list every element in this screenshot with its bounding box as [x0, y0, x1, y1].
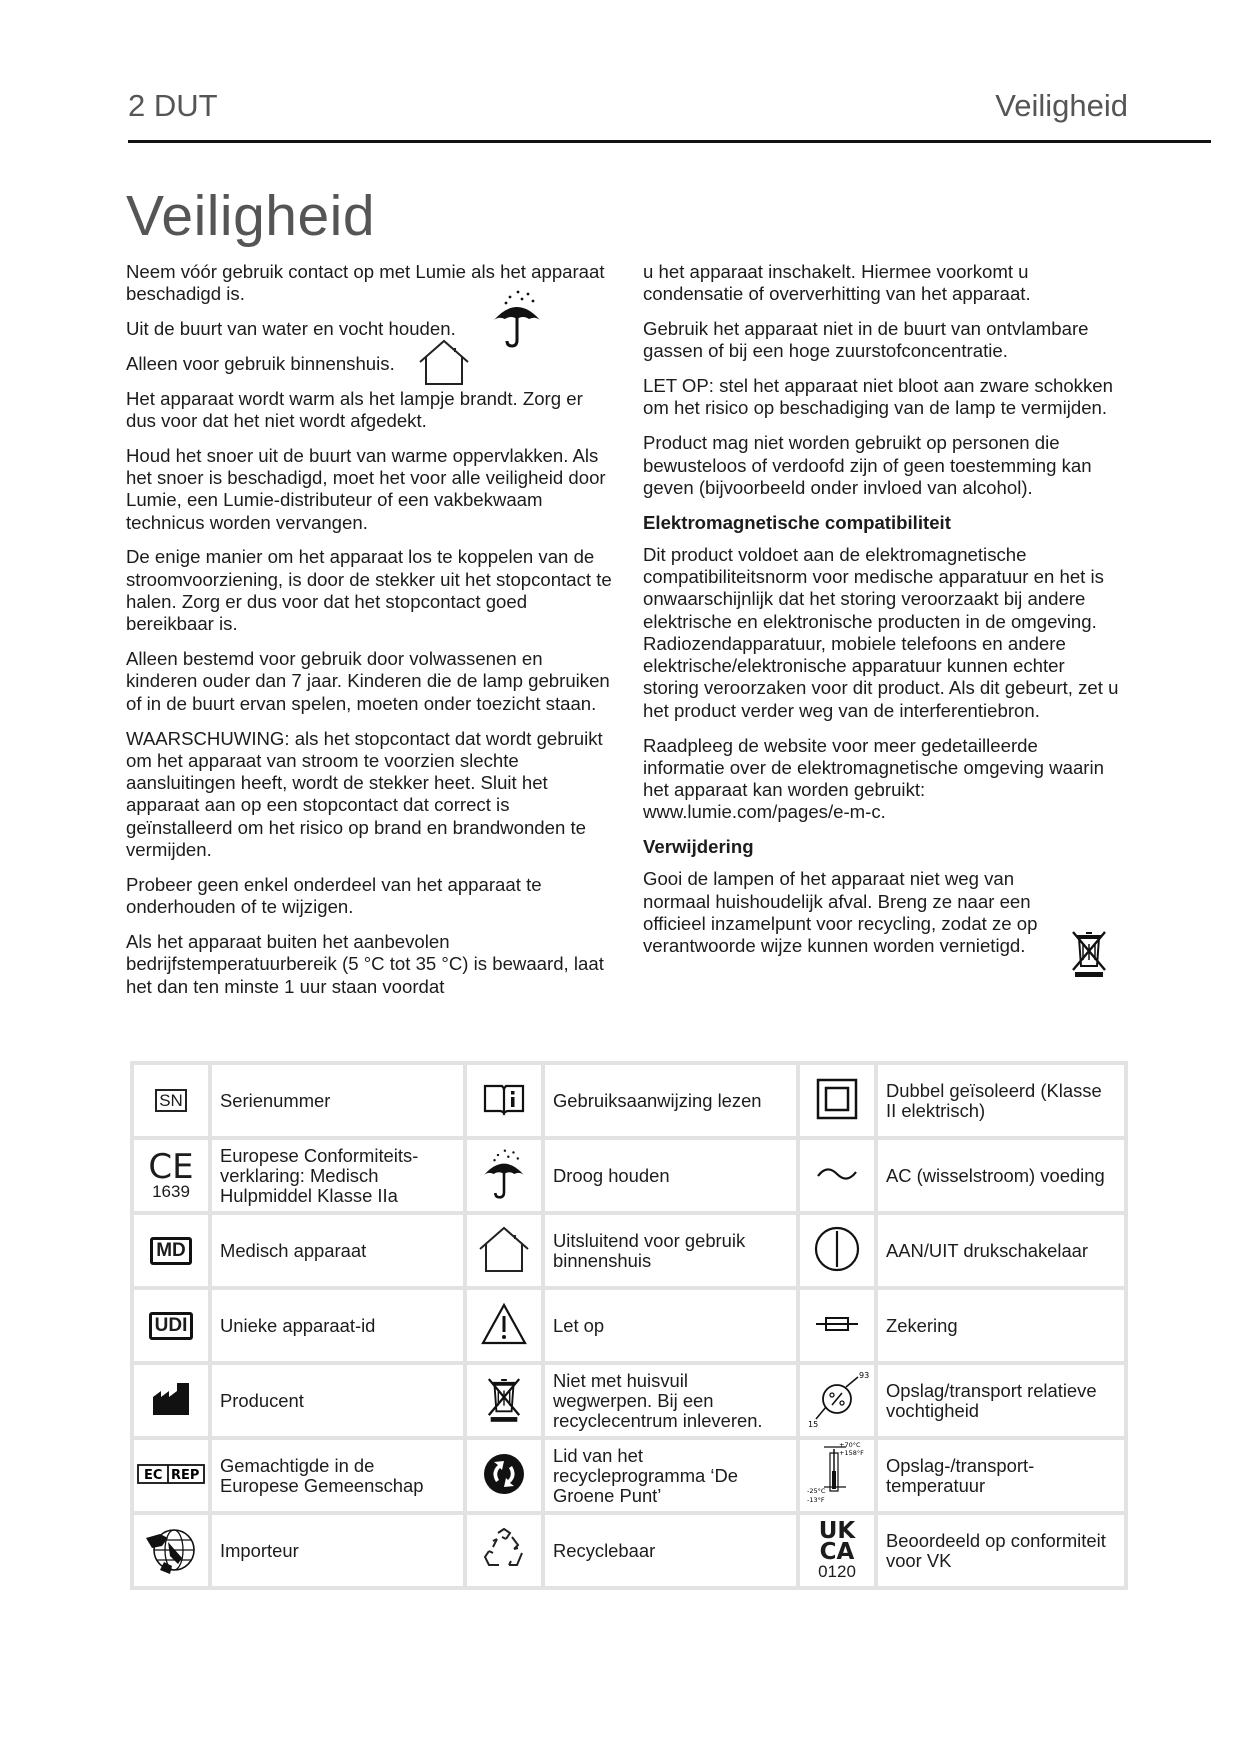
ce-mark-icon: CE [148, 1146, 194, 1187]
header-divider [128, 140, 1211, 143]
table-cell: Europese Conformiteits-verklaring: Medisch Hulpmiddel Klasse IIa [210, 1138, 465, 1213]
recyclable-icon [481, 1527, 527, 1571]
table-cell: Niet met huisvuil wegwerpen. Bij een recyclecentrum inleveren. [543, 1363, 798, 1438]
paragraph: Alleen voor gebruik binnenshuis. [126, 352, 395, 374]
manufacturer-icon [151, 1381, 191, 1417]
paragraph: Neem vóór gebruik contact op met Lumie als het apparaat beschadigd is. [126, 261, 605, 305]
table-row [132, 1288, 1126, 1363]
rep-label: REP [171, 1467, 200, 1483]
caution-icon [480, 1302, 528, 1346]
section-label: Veiligheid [995, 88, 1128, 123]
table-row [132, 1213, 1126, 1288]
table-cell: Gemachtigde in de Europese Gemeenschap [210, 1438, 465, 1513]
paragraph: WAARSCHUWING: als het stopcontact dat wordt gebruikt om het apparaat van stroom te voorzien slechte aansluitingen heeft, wordt de stekker heet. Sluit het apparaat aan op een stopcontact dat correct is geïnstalleerd om het risico op brand en brandwonden te vermijden. [126, 727, 603, 861]
table-cell: Medisch apparaat [210, 1213, 465, 1288]
table-row [132, 1138, 1126, 1213]
paragraph: Houd het snoer uit de buurt van warme oppervlakken. Als het snoer is beschadigd, moet het voor alle veiligheid door Lumie, een Lumie-distributeur of een vakbekwaam technicus worden vervangen. [126, 444, 606, 533]
ec-rep-icon [137, 1462, 205, 1486]
table-cell: Zekering [876, 1288, 1126, 1363]
table-cell: Lid van het recycleprogramma ‘De Groene Punt’ [543, 1438, 798, 1513]
table-row [132, 1063, 1126, 1138]
table-cell: Unieke apparaat-id [210, 1288, 465, 1363]
paragraph: LET OP: stel het apparaat niet bloot aan zware schokken om het risico op beschadiging van de lamp te vermijden. [643, 375, 1113, 419]
ukca-bottom: CA [819, 1538, 855, 1565]
table-cell: Opslag/transport relatieve vochtigheid [876, 1363, 1126, 1438]
table-cell: Let op [543, 1288, 798, 1363]
fuse-icon [814, 1315, 860, 1333]
green-dot-icon [482, 1452, 526, 1496]
page-title: Veiligheid [126, 184, 376, 248]
ukca-mark-icon [800, 1517, 874, 1565]
paragraph: Het apparaat wordt warm als het lampje brandt. Zorg er dus voor dat het niet wordt afgedekt. [126, 387, 583, 431]
humidity-min-label: 15 [808, 1419, 819, 1429]
table-cell: Opslag-/transport-temperatuur [876, 1438, 1126, 1513]
table-row [132, 1438, 1126, 1513]
table-row [132, 1363, 1126, 1438]
crossed-bin-icon [485, 1375, 523, 1423]
table-cell: Droog houden [543, 1138, 798, 1213]
humidity-icon [806, 1369, 868, 1429]
emc-heading: Elektromagnetische compatibiliteit [643, 511, 951, 533]
ukca-top: UK [818, 1517, 856, 1544]
udi-icon: UDI [149, 1312, 194, 1340]
house-icon [416, 338, 472, 386]
paragraph: Als het apparaat buiten het aanbevolen bedrijfstemperatuurbereik (5 °C tot 35 °C) is bewaard, laat het dan ten minste 1 uur staan voordat [126, 930, 604, 997]
temp-min-c: -25°C [807, 1486, 826, 1495]
table-cell: Gebruiksaanwijzing lezen [543, 1063, 798, 1138]
paragraph: Gebruik het apparaat niet in de buurt van ontvlambare gassen of bij een hoge zuurstofconcentratie. [643, 318, 1089, 362]
left-column [126, 261, 616, 1010]
paragraph: Uit de buurt van water en vocht houden. [126, 318, 456, 340]
paragraph: Dit product voldoet aan de elektromagnetische compatibiliteitsnorm voor medische apparatuur en het is onwaarschijnlijk dat het storing veroorzaakt bij andere elektrische en elektronische producten in de omgeving. Radiozendapparatuur, mobiele telefoons en andere elektrische/elektronische apparatuur kunnen echter storing veroorzaken voor dit product. Als dit gebeurt, zet u het product verder weg van de interferentiebron. [643, 543, 1119, 721]
crossed-bin-icon [1069, 928, 1109, 978]
medical-device-icon: MD [150, 1237, 192, 1265]
table-cell: Beoordeeld op conformiteit voor VK [876, 1513, 1126, 1588]
temperature-limit-icon [806, 1441, 868, 1507]
paragraph: Raadpleeg de website voor meer gedetailleerde informatie over de elektromagnetische omgeving waarin het apparaat kan worden gebruikt: www.lumie.com/pages/e-m-c. [643, 734, 1104, 823]
paragraph: u het apparaat inschakelt. Hiermee voorkomt u condensatie of oververhitting van het apparaat. [643, 261, 1031, 305]
power-switch-icon [813, 1225, 861, 1273]
ukca-number: 0120 [818, 1561, 856, 1581]
disposal-heading: Verwijdering [643, 836, 754, 858]
right-column [643, 261, 1123, 970]
humidity-max-label: 93 [859, 1370, 870, 1380]
paragraph: De enige manier om het apparaat los te koppelen van de stroomvoorziening, is door de stekker uit het stopcontact te halen. Zorg er dus voor dat het stopcontact goed bereikbaar is. [126, 546, 612, 635]
umbrella-icon [479, 1146, 529, 1202]
table-cell: Dubbel geïsoleerd (Klasse II elektrisch) [876, 1063, 1126, 1138]
table-cell: Producent [210, 1363, 465, 1438]
table-cell: Uitsluitend voor gebruik binnenshuis [543, 1213, 798, 1288]
table-cell: Serienummer [210, 1063, 465, 1138]
paragraph: Alleen bestemd voor gebruik door volwassenen en kinderen ouder dan 7 jaar. Kinderen die de lamp gebruiken of in de buurt ervan spelen, moeten onder toezicht staan. [126, 648, 610, 714]
page-label: 2 DUT [128, 88, 218, 123]
temp-min-f: -13°F [807, 1495, 825, 1504]
house-icon [476, 1224, 532, 1274]
umbrella-icon [488, 288, 546, 350]
paragraph: Product mag niet worden gebruikt op personen die bewusteloos of verdoofd zijn of geen toestemming kan geven (bijvoorbeeld onder invloed van alcohol). [643, 432, 1092, 498]
paragraph: Gooi de lampen of het apparaat niet weg van normaal huishoudelijk afval. Breng ze naar een officieel inzamelpunt voor recycling, zodat ze op verantwoorde wijze kunnen worden vernietigd. [643, 868, 1038, 957]
serial-number-icon: SN [155, 1089, 187, 1112]
importer-icon [142, 1520, 200, 1578]
double-insulated-icon [816, 1078, 858, 1120]
ce-number: 1639 [152, 1181, 190, 1201]
page-header [128, 88, 1128, 132]
table-cell: Importeur [210, 1513, 465, 1588]
ac-wave-icon [816, 1164, 858, 1184]
symbols-table [130, 1061, 1128, 1590]
table-cell: AC (wisselstroom) voeding [876, 1138, 1126, 1213]
table-cell: AAN/UIT drukschakelaar [876, 1213, 1126, 1288]
manual-book-icon [482, 1082, 526, 1116]
temp-max-c: +70°C [839, 1440, 861, 1449]
table-row [132, 1513, 1126, 1588]
paragraph: Probeer geen enkel onderdeel van het apparaat te onderhouden of te wijzigen. [126, 873, 542, 918]
temp-max-f: +158°F [839, 1448, 864, 1457]
ec-label: EC [144, 1467, 163, 1483]
table-cell: Recyclebaar [543, 1513, 798, 1588]
